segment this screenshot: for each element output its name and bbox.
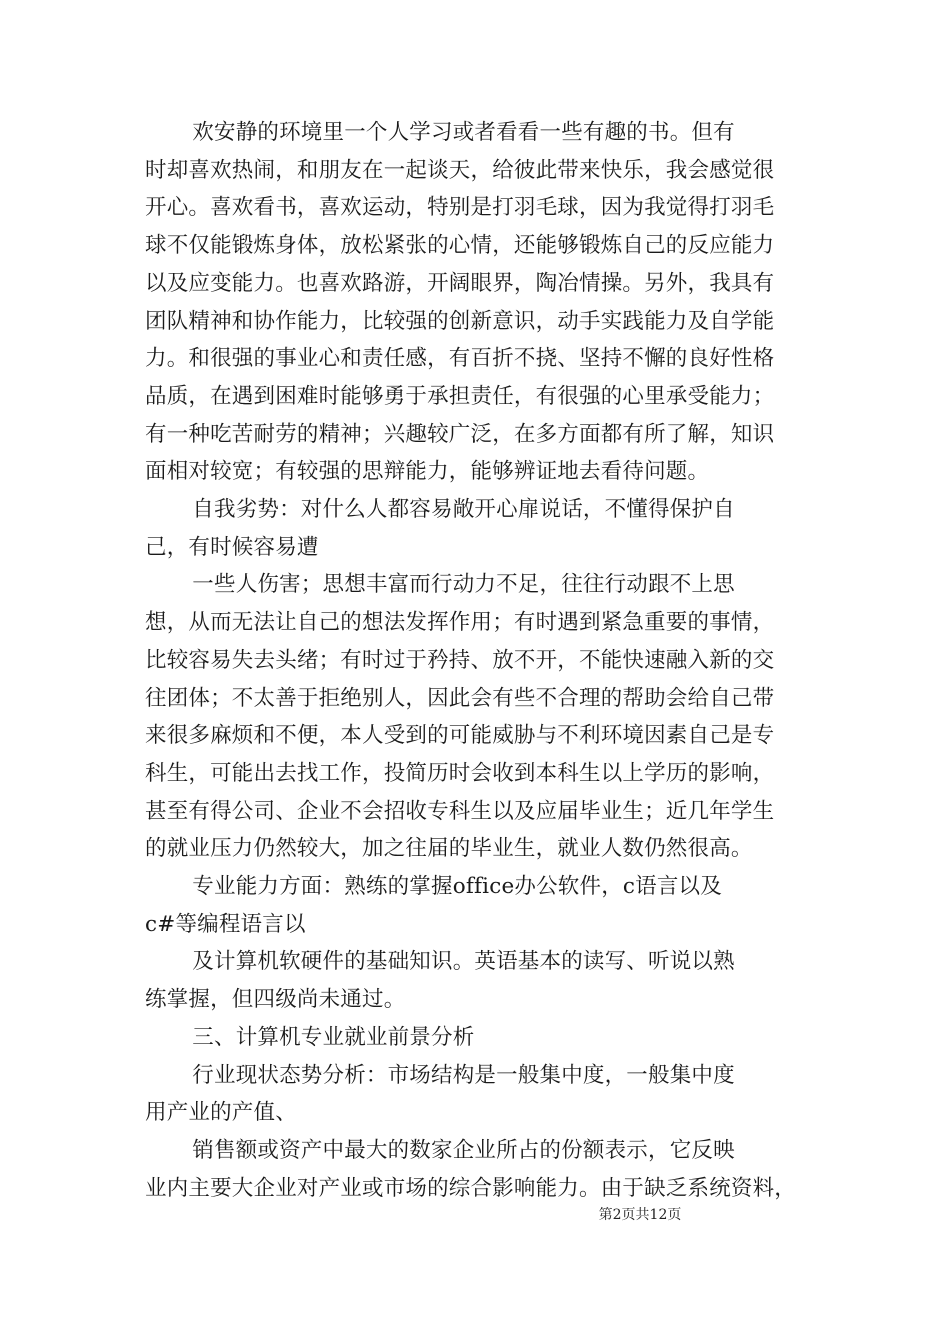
section-heading xyxy=(145,1019,810,1057)
heading-text: 三、计算机专业就业前景分析 xyxy=(192,1024,475,1050)
paragraph-weaknesses-intro xyxy=(145,491,810,566)
text-line: 己，有时候容易遭 xyxy=(145,534,319,560)
text-line: 想，从而无法让自己的想法发挥作用；有时遇到紧急重要的事情， xyxy=(145,610,775,636)
paragraph-industry xyxy=(145,1132,810,1207)
text-line: 开心。喜欢看书，喜欢运动，特别是打羽毛球，因为我觉得打羽毛 xyxy=(145,195,775,221)
text-line: 科生，可能出去找工作，投简历时会收到本科生以上学历的影响， xyxy=(145,760,775,786)
text-line: 业内主要大企业对产业或市场的综合影响能力。由于缺乏系统资料， xyxy=(145,1175,797,1201)
text-line: 用产业的产值、 xyxy=(145,1100,297,1126)
paragraph-strengths xyxy=(145,114,810,491)
text-line: 往团体；不太善于拒绝别人，因此会有些不合理的帮助会给自己带 xyxy=(145,685,775,711)
paragraph-skills-intro xyxy=(145,868,810,943)
text-line: 品质，在遇到困难时能够勇于承担责任，有很强的心里承受能力； xyxy=(145,383,775,409)
text-line: 及计算机软硬件的基础知识。英语基本的读写、听说以熟 xyxy=(192,949,735,975)
text-line: 自我劣势：对什么人都容易敞开心扉说话，不懂得保护自 xyxy=(192,497,735,523)
text-line: 以及应变能力。也喜欢路游，开阔眼界，陶冶情操。另外，我具有 xyxy=(145,270,775,296)
text-line: 有一种吃苦耐劳的精神；兴趣较广泛，在多方面都有所了解，知识 xyxy=(145,421,775,447)
page-number-footer: 第2页共12页 xyxy=(598,1207,682,1223)
text-line: 销售额或资产中最大的数家企业所占的份额表示，它反映 xyxy=(192,1137,735,1163)
text-line: 来很多麻烦和不便，本人受到的可能威胁与不利环境因素自己是专 xyxy=(145,723,775,749)
text-line: 专业能力方面：熟练的掌握office办公软件，c语言以及 xyxy=(192,874,722,900)
text-line: 练掌握，但四级尚未通过。 xyxy=(145,987,406,1013)
text-line: 团队精神和协作能力，比较强的创新意识，动手实践能力及自学能 xyxy=(145,308,775,334)
text-line: 的就业压力仍然较大，加之往届的毕业生，就业人数仍然很高。 xyxy=(145,836,753,862)
text-line: 力。和很强的事业心和责任感，有百折不挠、坚持不懈的良好性格 xyxy=(145,346,775,372)
text-line: c#等编程语言以 xyxy=(145,911,306,937)
paragraph-industry-intro xyxy=(145,1057,810,1132)
text-line: 比较容易失去头绪；有时过于矜持、放不开，不能快速融入新的交 xyxy=(145,647,775,673)
text-line: 球不仅能锻炼身体，放松紧张的心情，还能够锻炼自己的反应能力 xyxy=(145,233,775,259)
paragraph-skills xyxy=(145,943,810,1018)
text-line: 面相对较宽；有较强的思辩能力，能够辨证地去看待问题。 xyxy=(145,459,710,485)
document-body xyxy=(145,114,810,1207)
paragraph-weaknesses xyxy=(145,566,810,868)
text-line: 一些人伤害；思想丰富而行动力不足，往往行动跟不上思 xyxy=(192,572,735,598)
text-line: 欢安静的环境里一个人学习或者看看一些有趣的书。但有 xyxy=(192,120,735,145)
text-line: 甚至有得公司、企业不会招收专科生以及应届毕业生；近几年学生 xyxy=(145,798,775,824)
text-line: 行业现状态势分析：市场结构是一般集中度，一般集中度 xyxy=(192,1062,735,1088)
text-line: 时却喜欢热闹，和朋友在一起谈天，给彼此带来快乐，我会感觉很 xyxy=(145,157,775,183)
